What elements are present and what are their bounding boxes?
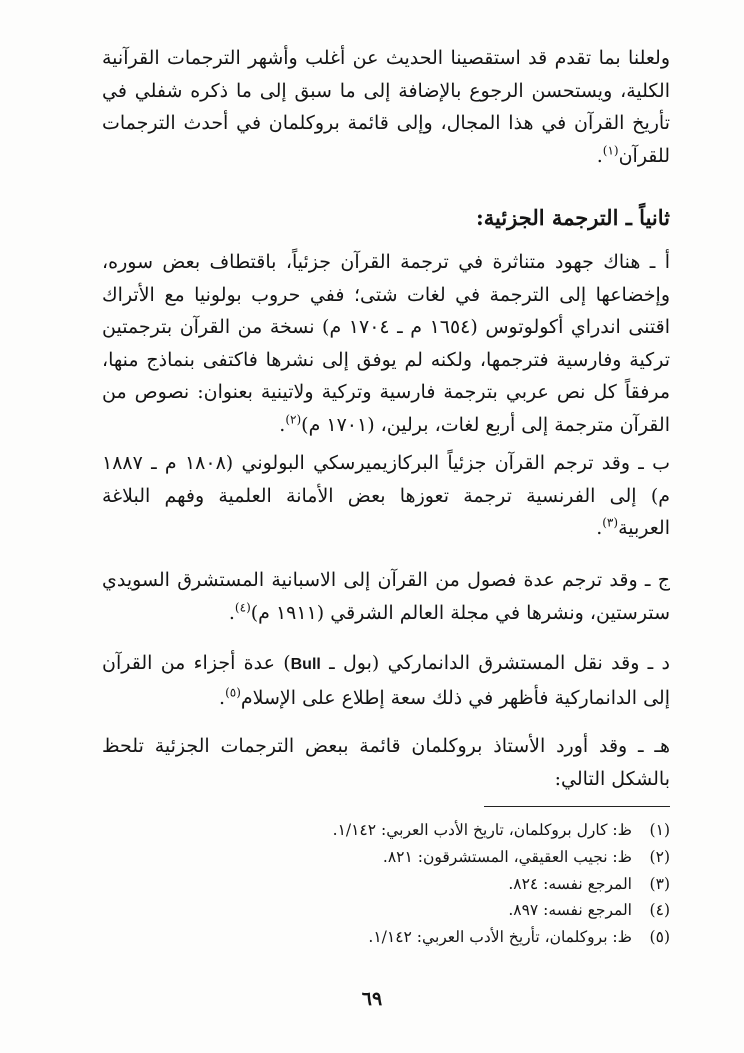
footnote-ref-4: (٤)	[234, 600, 251, 615]
item-d-latin-name: Bull	[290, 656, 321, 673]
item-d-text-before: د ـ وقد نقل المستشرق الدانماركي (بول ـ	[320, 652, 670, 674]
footnote-number: (٤)	[649, 901, 670, 920]
item-e-text: هـ ـ وقد أورد الأستاذ بروكلمان قائمة ببعض الترجمات الجزئية تلحظ بالشكل التالي:	[102, 735, 670, 790]
footnote-text: ظ: بروكلمان، تأريخ الأدب العربي: ١/١٤٢.	[368, 928, 632, 947]
footnote-number: (٥)	[649, 928, 670, 947]
footnote-ref-1: (١)	[602, 143, 619, 158]
item-c-paragraph	[102, 564, 670, 629]
item-c-end: .	[228, 601, 235, 624]
item-a-paragraph	[102, 246, 670, 442]
footnote-ref-3: (٣)	[602, 515, 619, 530]
footnote-number: (٣)	[649, 874, 670, 893]
footnote-text: المرجع نفسه: ٨٩٧.	[508, 901, 632, 920]
item-d-paragraph	[102, 647, 670, 714]
footnote-divider	[484, 806, 670, 807]
footnote-2	[110, 844, 670, 871]
intro-text: ولعلنا بما تقدم قد استقصينا الحديث عن أغلب وأشهر الترجمات القرآنية الكلية، ويستحسن الرجوع بالإضافة إلى ما سبق إلى ما ذكره شفلي في تأريخ القرآن في هذا المجال، وإلى قائمة بروكلمان في أحدث الترجمات للقرآن	[102, 47, 670, 167]
footnote-3	[110, 871, 670, 898]
footnote-text: المرجع نفسه: ٨٢٤.	[508, 874, 632, 893]
item-c-text: ج ـ وقد ترجم عدة فصول من القرآن إلى الاسبانية المستشرق السويدي سترستين، ونشرها في مجلة العالم الشرقي (١٩١١ م)	[102, 569, 670, 624]
item-d-text-after: ) عدة أجزاء من القرآن إلى الدانماركية فأظهر في ذلك سعة إطلاع على الإسلام	[102, 652, 670, 709]
footnote-ref-5: (٥)	[225, 685, 241, 700]
intro-end: .	[596, 144, 603, 167]
footnote-1	[110, 817, 670, 844]
footnote-5	[110, 924, 670, 951]
footnote-number: (٢)	[649, 847, 670, 866]
item-d-end: .	[219, 686, 226, 709]
footnote-text: ظ: كارل بروكلمان، تاريخ الأدب العربي: ١/١٤٢.	[332, 821, 632, 839]
footnote-ref-2: (٢)	[285, 412, 302, 427]
intro-paragraph	[102, 42, 670, 172]
footnote-4	[110, 897, 670, 924]
footnote-text: ظ: نجيب العقيقي، المستشرقون: ٨٢١.	[382, 847, 632, 866]
page-number: ٦٩	[361, 988, 383, 1010]
item-b-end: .	[596, 517, 603, 540]
item-b-paragraph	[102, 447, 670, 545]
item-e-paragraph	[102, 730, 670, 795]
footnotes-list	[110, 817, 670, 951]
section-heading: ثانياً ـ الترجمة الجزئية:	[475, 205, 670, 230]
item-a-end: .	[279, 413, 286, 436]
item-a-text: أ ـ هناك جهود متناثرة في ترجمة القرآن جزئياً، باقتطاف بعض سوره، وإخضاعها إلى الترجمة في لغات شتى؛ ففي حروب بولونيا مع الأتراك اقتنى اندراي أكولوتوس (١٦٥٤ م ـ ١٧٠٤ م) نسخة من القرآن بترجمتين تركية وفارسية فترجمها، ولكنه لم يوفق إلى نشرها فاكتفى بنماذج منها، مرفقاً كل نص عربي بترجمة فارسية وتركية ولاتينية بعنوان: نصوص من القرآن مترجمة إلى أربع لغات، برلين، (١٧٠١ م)	[102, 251, 670, 436]
footnote-number: (١)	[649, 821, 670, 839]
item-b-text: ب ـ وقد ترجم القرآن جزئياً البركازيميرسكي البولوني (١٨٠٨ م ـ ١٨٨٧ م) إلى الفرنسية ترجمة تعوزها بعض الأمانة العلمية وفهم البلاغة العربية	[102, 452, 671, 540]
